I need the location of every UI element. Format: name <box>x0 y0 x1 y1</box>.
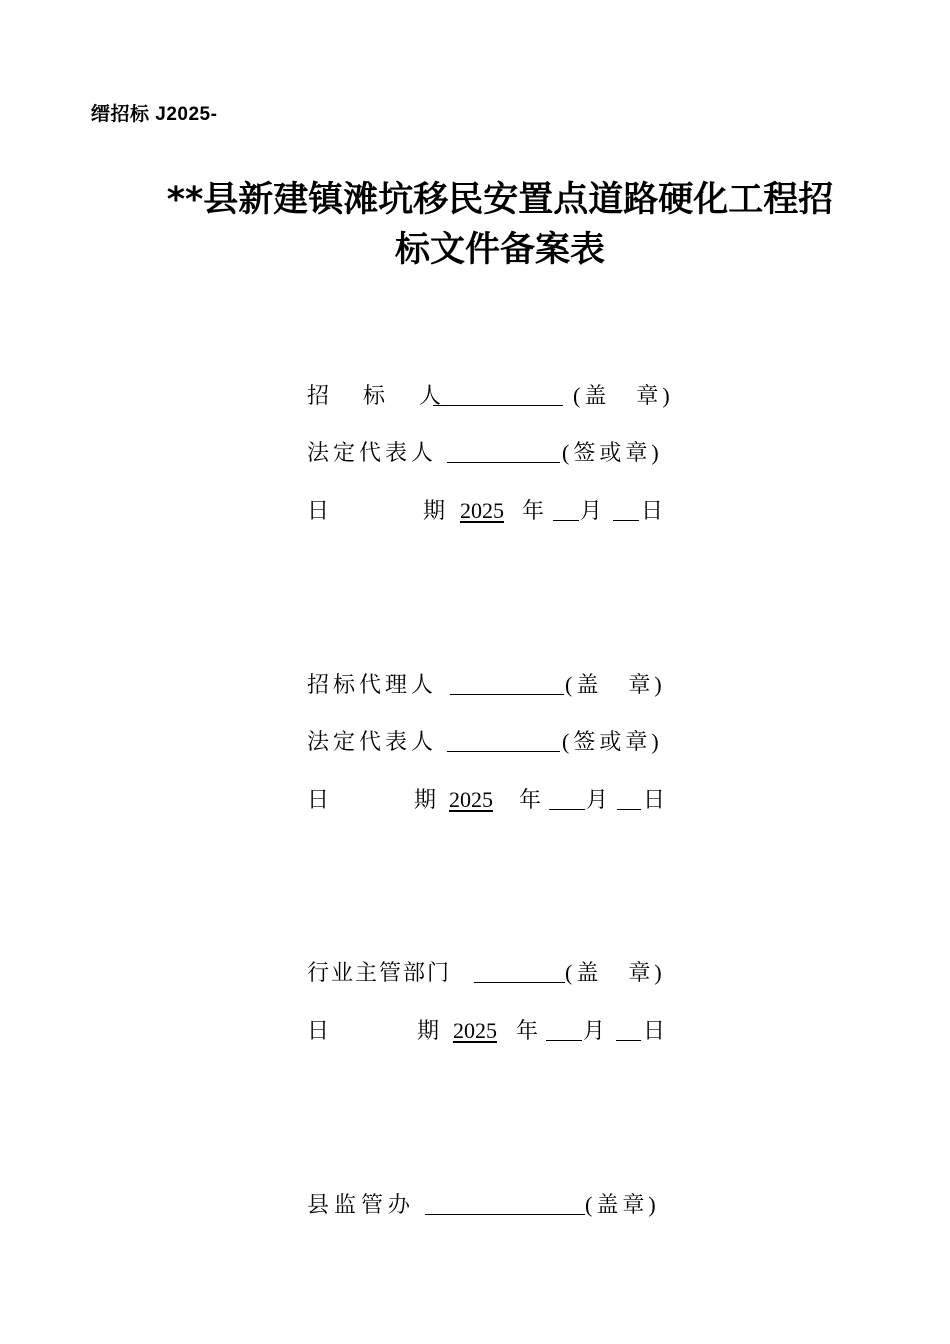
agent-date-row <box>307 785 667 815</box>
date-label-ri: 日 <box>307 498 330 523</box>
authority-signature-line[interactable] <box>474 960 565 983</box>
document-title-line-1: **县新建镇滩坑移民安置点道路硬化工程招 <box>166 180 834 220</box>
date-label-ri: 日 <box>307 1018 330 1043</box>
tenderer-row <box>307 381 674 411</box>
date-year-unit: 年 <box>519 787 542 812</box>
supervision-office-label: 县监管办 <box>307 1192 416 1217</box>
tenderer-signature-line[interactable] <box>433 383 563 406</box>
date-label-qi: 期 <box>414 787 437 812</box>
date-label-ri: 日 <box>307 787 330 812</box>
date-day-unit: 日 <box>643 1018 666 1043</box>
agent-legal-rep-signature-line[interactable] <box>447 729 560 752</box>
date-day-blank[interactable] <box>617 787 641 810</box>
date-year: 2025 <box>449 787 493 812</box>
date-label-qi: 期 <box>423 498 446 523</box>
tenderer-label: 招 标 人 <box>307 383 448 408</box>
date-month-unit: 月 <box>583 1018 606 1043</box>
document-title-line-2: 标文件备案表 <box>394 230 605 270</box>
agent-signature-line[interactable] <box>450 672 564 695</box>
supervision-office-signature-line[interactable] <box>425 1192 585 1215</box>
authority-seal-note: (盖 章) <box>565 960 666 985</box>
date-day-unit: 日 <box>641 498 664 523</box>
supervision-office-row <box>307 1190 667 1220</box>
supervision-office-seal-note: (盖章) <box>585 1192 660 1217</box>
date-day-unit: 日 <box>643 787 666 812</box>
date-year-unit: 年 <box>522 498 545 523</box>
agent-seal-note: (盖 章) <box>565 672 666 697</box>
date-day-blank[interactable] <box>616 1018 641 1041</box>
date-month-blank[interactable] <box>553 498 579 521</box>
date-day-blank[interactable] <box>613 498 639 521</box>
date-month-unit: 月 <box>580 498 603 523</box>
date-month-blank[interactable] <box>549 787 585 810</box>
legal-rep-sign-note: (签或章) <box>562 440 663 465</box>
agent-legal-rep-label: 法定代表人 <box>307 729 438 754</box>
authority-row <box>307 958 667 988</box>
date-year: 2025 <box>453 1018 497 1043</box>
tenderer-seal-note: (盖 章) <box>573 383 674 408</box>
date-year: 2025 <box>460 498 504 523</box>
agent-row <box>307 670 667 700</box>
date-year-unit: 年 <box>516 1018 539 1043</box>
tenderer-legal-rep-row <box>307 438 667 468</box>
date-month-blank[interactable] <box>546 1018 582 1041</box>
agent-legal-rep-row <box>307 727 667 757</box>
date-month-unit: 月 <box>586 787 609 812</box>
document-number: 缙招标 J2025- <box>91 104 218 125</box>
authority-label: 行业主管部门 <box>307 960 452 985</box>
authority-date-row <box>307 1016 667 1046</box>
legal-rep-signature-line[interactable] <box>447 440 560 463</box>
legal-rep-label: 法定代表人 <box>307 440 438 465</box>
agent-label: 招标代理人 <box>307 672 438 697</box>
tenderer-date-row <box>307 496 667 526</box>
agent-legal-rep-sign-note: (签或章) <box>562 729 663 754</box>
date-label-qi: 期 <box>417 1018 440 1043</box>
